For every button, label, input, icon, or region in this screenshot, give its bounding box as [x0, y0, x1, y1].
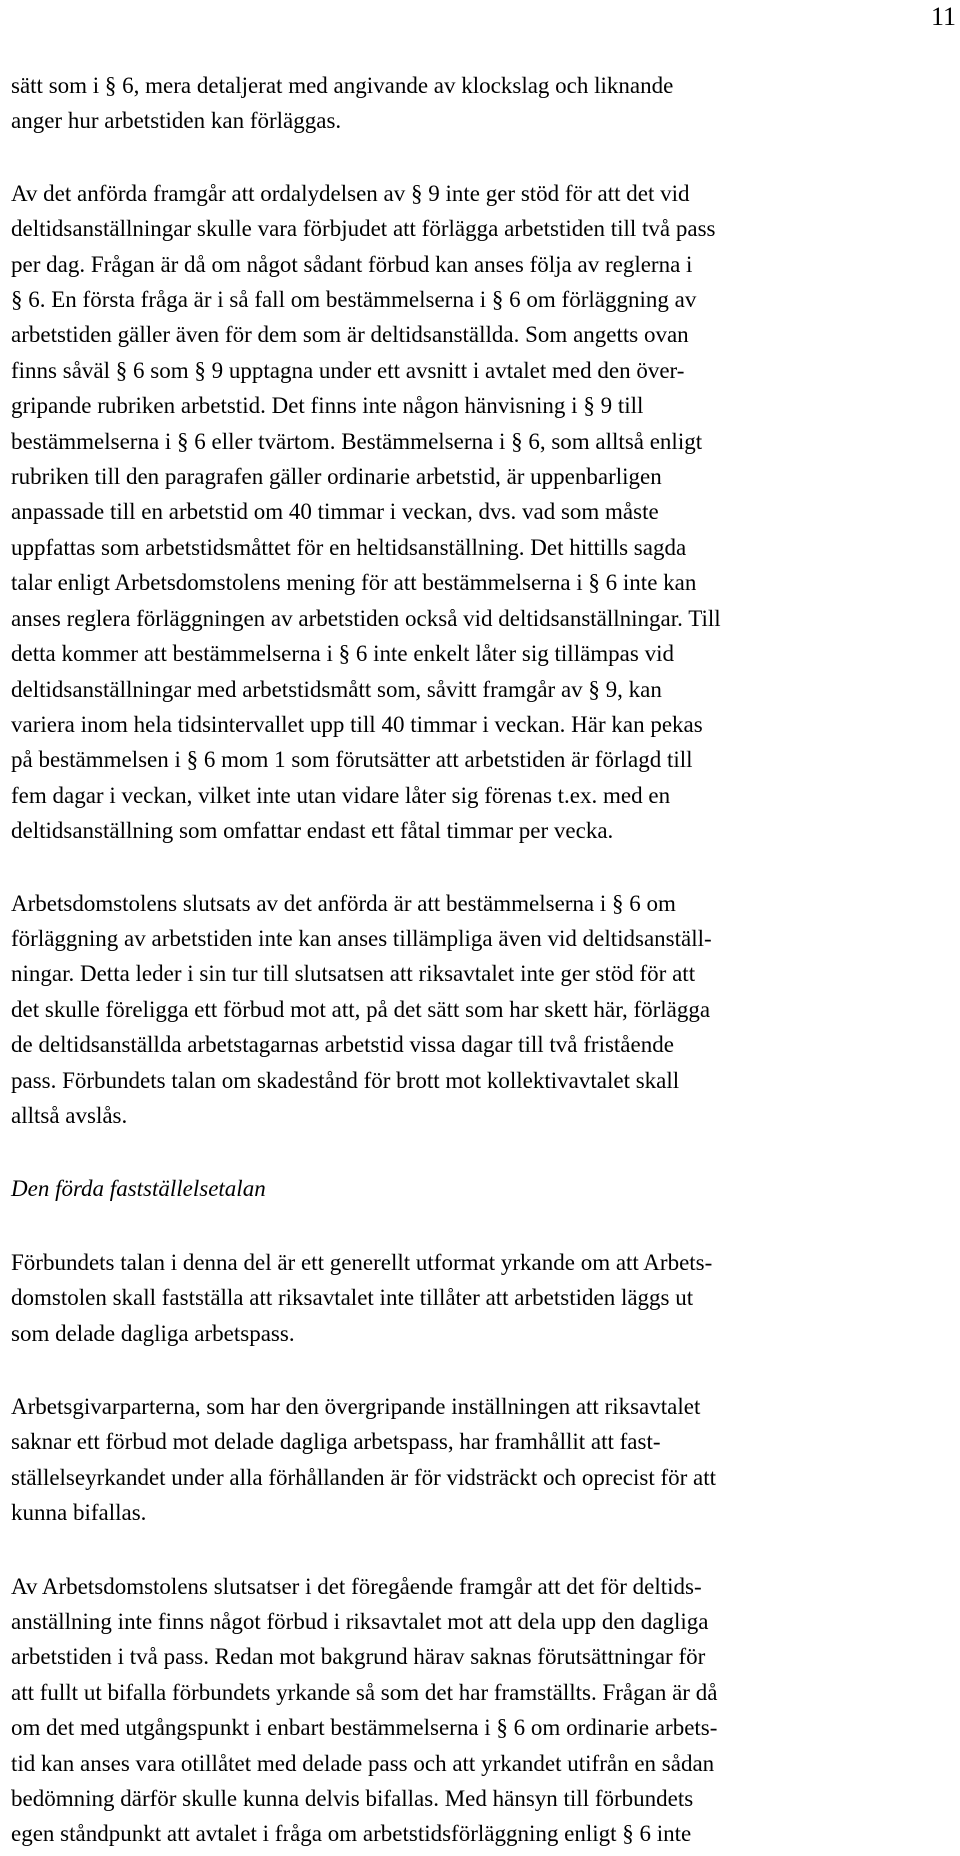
section-heading: Den förda fastställelsetalan — [11, 1176, 266, 1202]
paragraph-1: sätt som i § 6, mera detaljerat med angivande av klockslag och liknande anger hur arbetstiden kan förläggas. — [11, 73, 674, 134]
paragraph-6: Av Arbetsdomstolens slutsatser i det föregående framgår att det för deltids- anställning inte finns något förbud i riksavtalet mot att dela upp den dagliga arbetstiden i två pass. Redan mot bakgrund härav saknas förutsättningar för att fullt ut bifalla förbundets yrkande så som det har framställts. Frågan är då om det med utgångspunkt i enbart bestämmelserna i § 6 om ordinarie arbets- tid kan anses vara otillåtet med delade pass och att yrkandet utifrån en sådan bedömning därför skulle kunna delvis bifallas. Med hänsyn till förbundets egen ståndpunkt att avtalet i fråga om arbetstidsförläggning enligt § 6 inte — [11, 1573, 718, 1847]
paragraph-4: Förbundets talan i denna del är ett generellt utformat yrkande om att Arbets- domstolen skall fastställa att riksavtalet inte tillåter att arbetstiden läggs ut som delade dagliga arbetspass. — [11, 1249, 713, 1346]
paragraph-5: Arbetsgivarparterna, som har den övergripande inställningen att riksavtalet saknar ett förbud mot delade dagliga arbetspass, har framhållit att fast- ställelseyrkandet under alla förhållanden är för vidsträckt och oprecist för att kunna bifallas. — [11, 1394, 717, 1526]
paragraph-2: Av det anförda framgår att ordalydelsen av § 9 inte ger stöd för att det vid deltidsanställningar skulle vara förbjudet att förlägga arbetstiden till två pass per dag. Frågan är då om något sådant förbud kan anses följa av reglerna i § 6. En första fråga är i så fall om bestämmelserna i § 6 om förläggning av arbetstiden gäller även för dem som är deltidsanställda. Som angetts ovan finns såväl § 6 som § 9 upptagna under ett avsnitt i avtalet med den över- gripande rubriken arbetstid. Det finns inte någon hänvisning i § 9 till bestämmelserna i § 6 eller tvärtom. Bestämmelserna i § 6, som alltså enligt rubriken till den paragrafen gäller ordinarie arbetstid, är uppenbarligen anpassade till en arbetstid om 40 timmar i veckan, dvs. vad som måste uppfattas som arbetstidsmåttet för en heltidsanställning. Det hittills sagda talar enligt Arbetsdomstolens mening för att bestämmelserna i § 6 inte kan anses reglera förläggningen av arbetstiden också vid deltidsanställningar. Till detta kommer att bestämmelserna i § 6 inte enkelt låter sig tillämpas vid deltidsanställningar med arbetstidsmått som, såvitt framgår av § 9, kan variera inom hela tidsintervallet upp till 40 timmar i veckan. Här kan pekas på bestämmelsen i § 6 mom 1 som förutsätter att arbetstiden är förlagd till fem dagar i veckan, vilket inte utan vidare låter sig förenas t.ex. med en deltidsanställning som omfattar endast ett fåtal timmar per vecka. — [11, 180, 721, 844]
paragraph-3: Arbetsdomstolens slutsats av det anförda är att bestämmelserna i § 6 om förläggning av arbetstiden inte kan anses tillämpliga även vid deltidsanställ- ningar. Detta leder i sin tur till slutsatsen att riksavtalet inte ger stöd för att det skulle föreligga ett förbud mot att, på det sätt som har skett här, förlägga de deltidsanställda arbetstagarnas arbetstid vissa dagar till två fristående pass. Förbundets talan om skadestånd för brott mot kollektivavtalet skall alltså avslås. — [11, 890, 712, 1128]
page-number: 11 — [930, 2, 956, 31]
document-body — [11, 68, 946, 1852]
